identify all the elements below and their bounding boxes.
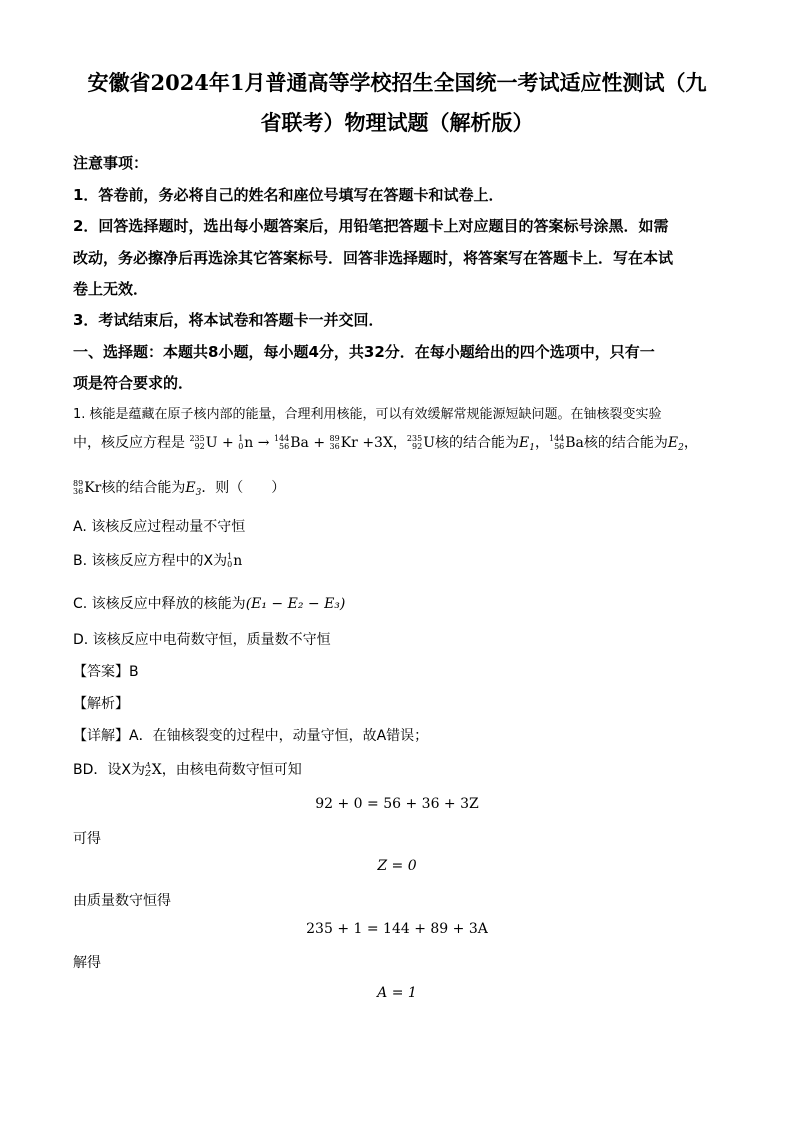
question-1-stem-line-1: 1. 核能是蕴藏在原子核内部的能量，合理利用核能，可以有效缓解常规能源短缺问题。在铀核裂变实验	[73, 407, 662, 422]
notice-item-2-line-3: 卷上无效．	[73, 280, 149, 298]
question-1-stem-line-3: 89 36 Kr 核的结合能为$E_3$．则（ ）	[73, 479, 286, 498]
nuclide-kr89-ref: 89 36 Kr	[73, 479, 102, 496]
equation-a: A = 1	[377, 985, 417, 1001]
nuclide-ba144-ref: 144 56 Ba	[548, 434, 584, 451]
stem-prefix: 中，核反应方程是	[73, 435, 185, 451]
page-title-line-1: 安徽省2024年1月普通高等学校招生全国统一考试适应性测试（九	[87, 70, 707, 95]
nuclide-u235-ref: 235 92 U	[406, 434, 436, 451]
option-c-expression: (E₁ − E₂ − E₃)	[245, 596, 346, 612]
notice-heading: 注意事项：	[73, 154, 149, 172]
energy-e1: $E_1$	[519, 435, 535, 453]
nuclide-u235: 235 92 U	[189, 434, 218, 451]
section-heading-line-1: 一、选择题：本题共8小题，每小题4分，共32分．在每小题给出的四个选项中，只有一	[73, 343, 655, 361]
question-1-stem-line-2: 中，核反应方程是 235 92 U + 1 0 n → 144 56 Ba + 89 36 Kr +3X， 235 92 U 核的结合能为$E_1$， 144 56 Ba 核的结合能为$E_2$，	[73, 434, 698, 453]
plus-sign: +	[222, 435, 234, 451]
equation-z: Z = 0	[377, 858, 417, 874]
text-kede: 可得	[73, 831, 101, 847]
option-b: B. 该核反应方程中的X为 1 0 n	[73, 552, 243, 569]
option-c: C. 该核反应中释放的核能为(E₁ − E₂ − E₃)	[73, 596, 346, 612]
option-d: D. 该核反应中电荷数守恒，质量数不守恒	[73, 632, 331, 648]
option-a: A. 该核反应过程动量不守恒	[73, 519, 246, 535]
plus-3x: +3X	[362, 435, 393, 451]
detail-text: 【详解】A．在铀核裂变的过程中，动量守恒，故A错误；	[73, 728, 429, 744]
nuclide-neutron: 1 0 n	[238, 434, 254, 451]
energy-e3: $E_3$	[185, 480, 202, 498]
energy-e2: $E_2$	[667, 435, 684, 453]
nuclide-neutron-option: 1 0 n	[227, 552, 243, 569]
bd-text: BD．设X为 A Z X ，由核电荷数守恒可知	[73, 761, 302, 778]
page-title-line-2: 省联考）物理试题（解析版）	[260, 110, 534, 135]
section-heading-line-2: 项是符合要求的．	[73, 374, 194, 392]
equation-charge: 92 + 0 = 56 + 36 + 3Z	[315, 796, 479, 812]
equation-mass: 235 + 1 = 144 + 89 + 3A	[306, 921, 488, 937]
nuclide-kr89: 89 36 Kr	[329, 434, 358, 451]
analysis-label: 【解析】	[73, 696, 129, 712]
nuclide-x: A Z X	[144, 761, 162, 778]
nuclide-ba144: 144 56 Ba	[273, 434, 309, 451]
notice-item-3: 3．考试结束后，将本试卷和答题卡一并交回．	[73, 311, 384, 329]
reaction-arrow: →	[257, 435, 270, 451]
notice-item-2-line-2: 改动，务必擦净后再选涂其它答案标号．回答非选择题时，将答案写在答题卡上．写在本试	[73, 249, 674, 267]
notice-item-2-line-1: 2．回答选择题时，选出每小题答案后，用铅笔把答题卡上对应题目的答案标号涂黑．如需	[73, 217, 669, 235]
text-jiede: 解得	[73, 955, 101, 971]
answer-label: 【答案】B	[73, 664, 139, 680]
notice-item-1: 1．答卷前，务必将自己的姓名和座位号填写在答题卡和试卷上．	[73, 186, 504, 204]
plus-sign: +	[313, 435, 326, 451]
text-mass-conservation: 由质量数守恒得	[73, 893, 171, 909]
